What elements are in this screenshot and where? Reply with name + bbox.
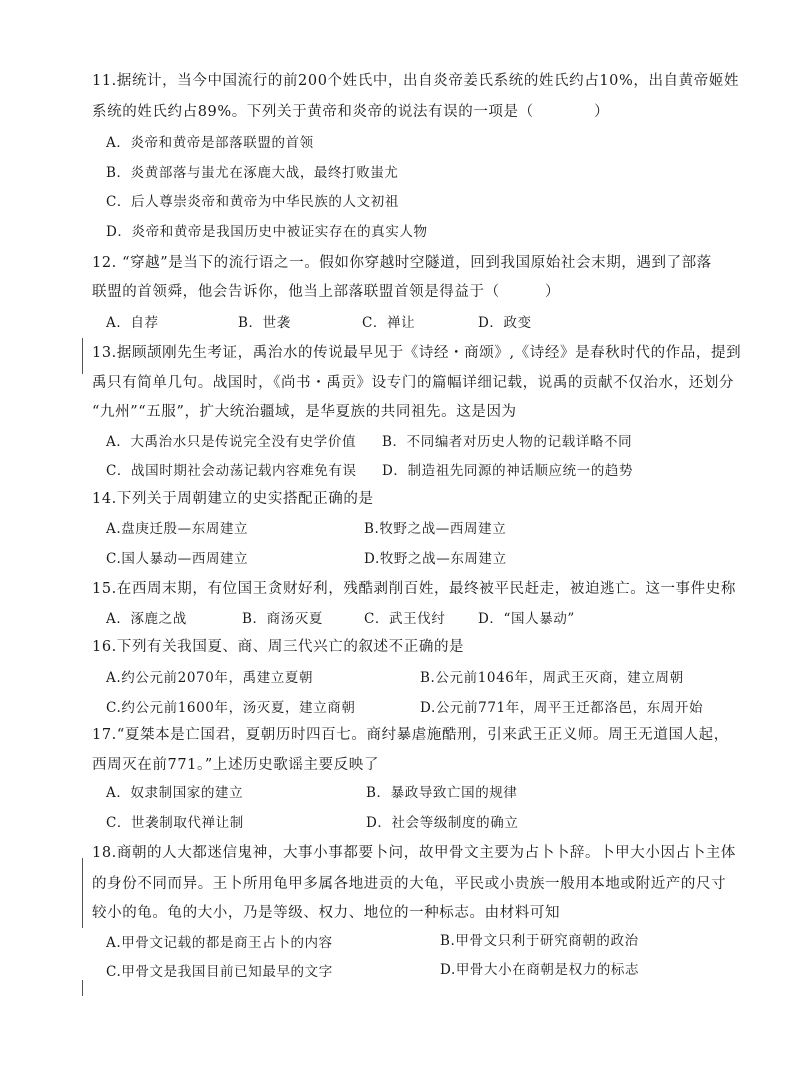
q11-option-b: B．炎黄部落与蚩尤在涿鹿大战，最终打败蚩尤 — [106, 165, 399, 181]
q14-option-b: B.牧野之战—西周建立 — [364, 521, 507, 537]
q14-option-c: C.国人暴动—西周建立 — [106, 551, 249, 567]
q14-option-d: D.牧野之战—东周建立 — [364, 551, 507, 567]
q18-option-d: D.甲骨大小在商朝是权力的标志 — [440, 962, 640, 978]
q15-option-b: B．商汤灭夏 — [242, 611, 324, 627]
q13-stem-line3: “九州”“五服”，扩大统治疆域，是华夏族的共同祖先。这是因为 — [92, 404, 517, 420]
q17-option-d: D．社会等级制度的确立 — [366, 815, 519, 831]
q11-stem-line2: 系统的姓氏约占89%。下列关于黄帝和炎帝的说法有误的一项是（ ） — [92, 104, 610, 120]
q16-option-c: C.约公元前1600年，汤灭夏，建立商朝 — [106, 700, 356, 716]
q11-option-a: A．炎帝和黄帝是部落联盟的首领 — [106, 135, 314, 151]
q17-option-b: B．暴政导致亡国的规律 — [366, 785, 518, 801]
q12-stem-line2: 联盟的首领舜，他会告诉你，他当上部落联盟首领是得益于（ ） — [92, 284, 561, 300]
q15-option-d: D．“国人暴动” — [478, 611, 575, 627]
q18-stem-line2: 的身份不同而异。王卜所用龟甲多属各地进贡的大龟，平民或小贵族一般用本地或附近产的尺寸 — [92, 876, 727, 892]
q17-option-a: A．奴隶制国家的建立 — [106, 785, 244, 801]
q18-stem-line1: 18.商朝的人大都迷信鬼神，大事小事都要卜问，故甲骨文主要为占卜卜辞。卜甲大小因占卜主体 — [92, 845, 736, 861]
q13-stem-line2: 禹只有简单几句。战国时，《尚书・禹贡》设专门的篇幅详细记载，说禹的贡献不仅治水，还划分 — [92, 375, 735, 391]
q16-option-a: A.约公元前2070年，禹建立夏朝 — [106, 670, 314, 686]
q16-option-b: B.公元前1046年，周武王灭商，建立周朝 — [420, 670, 684, 686]
q14-option-a: A.盘庚迁殷—东周建立 — [106, 521, 249, 537]
q12-option-c: C．禅让 — [362, 315, 416, 331]
q18-option-a: A.甲骨文记载的都是商王占卜的内容 — [106, 935, 333, 951]
q15-option-a: A．涿鹿之战 — [106, 611, 187, 627]
q11-option-c: C．后人尊崇炎帝和黄帝为中华民族的人文初祖 — [106, 194, 399, 210]
q18-stem-line3: 较小的龟。龟的大小，乃是等级、权力、地位的一种标志。由材料可知 — [92, 905, 561, 921]
q11-option-d: D．炎帝和黄帝是我国历史中被证实存在的真实人物 — [106, 224, 428, 240]
q12-stem-line1: 12. “穿越”是当下的流行语之一。假如你穿越时空隧道，回到我国原始社会末期，遇到了部落 — [92, 255, 712, 271]
q18-option-c: C.甲骨文是我国目前已知最早的文字 — [106, 964, 333, 980]
q15-option-c: C．武王伐纣 — [364, 611, 446, 627]
q17-stem-line2: 西周灭在前771。”上述历史歌谣主要反映了 — [92, 757, 379, 773]
q17-stem-line1: 17.“夏桀本是亡国君，夏朝历时四百七。商纣暴虐施酷刑，引来武王正义师。周王无道国人起， — [92, 727, 729, 743]
q16-stem-line1: 16.下列有关我国夏、商、周三代兴亡的叙述不正确的是 — [92, 639, 465, 655]
q11-stem-line1: 11.据统计，当今中国流行的前200个姓氏中，出自炎帝姜氏系统的姓氏约占10%，出自黄帝姬姓 — [92, 73, 740, 89]
scan-mark — [82, 338, 83, 374]
q13-option-a: A．大禹治水只是传说完全没有史学价值 — [106, 434, 357, 450]
q13-option-d: D．制造祖先同源的神话顺应统一的趋势 — [382, 463, 634, 479]
q15-stem-line1: 15.在西周末期，有位国王贪财好利，残酷剥削百姓，最终被平民赶走，被迫逃亡。这一事件史称 — [92, 581, 736, 597]
q13-stem-line1: 13.据顾颉刚先生考证，禹治水的传说最早见于《诗经・商颂》,《诗经》是春秋时代的作品，提到 — [92, 345, 742, 361]
q13-option-b: B．不同编者对历史人物的记载详略不同 — [382, 434, 633, 450]
q16-option-d: D.公元前771年，周平王迁都洛邑，东周开始 — [420, 700, 704, 716]
q17-option-c: C．世袭制取代禅让制 — [106, 815, 244, 831]
q13-option-c: C．战国时期社会动荡记载内容难免有误 — [106, 463, 357, 479]
scan-mark — [82, 980, 83, 996]
q18-option-b: B.甲骨文只利于研究商朝的政治 — [440, 933, 639, 949]
q12-option-b: B．世袭 — [238, 315, 291, 331]
q14-stem-line1: 14.下列关于周朝建立的史实搭配正确的是 — [92, 491, 374, 507]
q12-option-d: D．政变 — [478, 315, 532, 331]
q12-option-a: A．自荐 — [106, 315, 159, 331]
scan-mark — [82, 858, 83, 928]
